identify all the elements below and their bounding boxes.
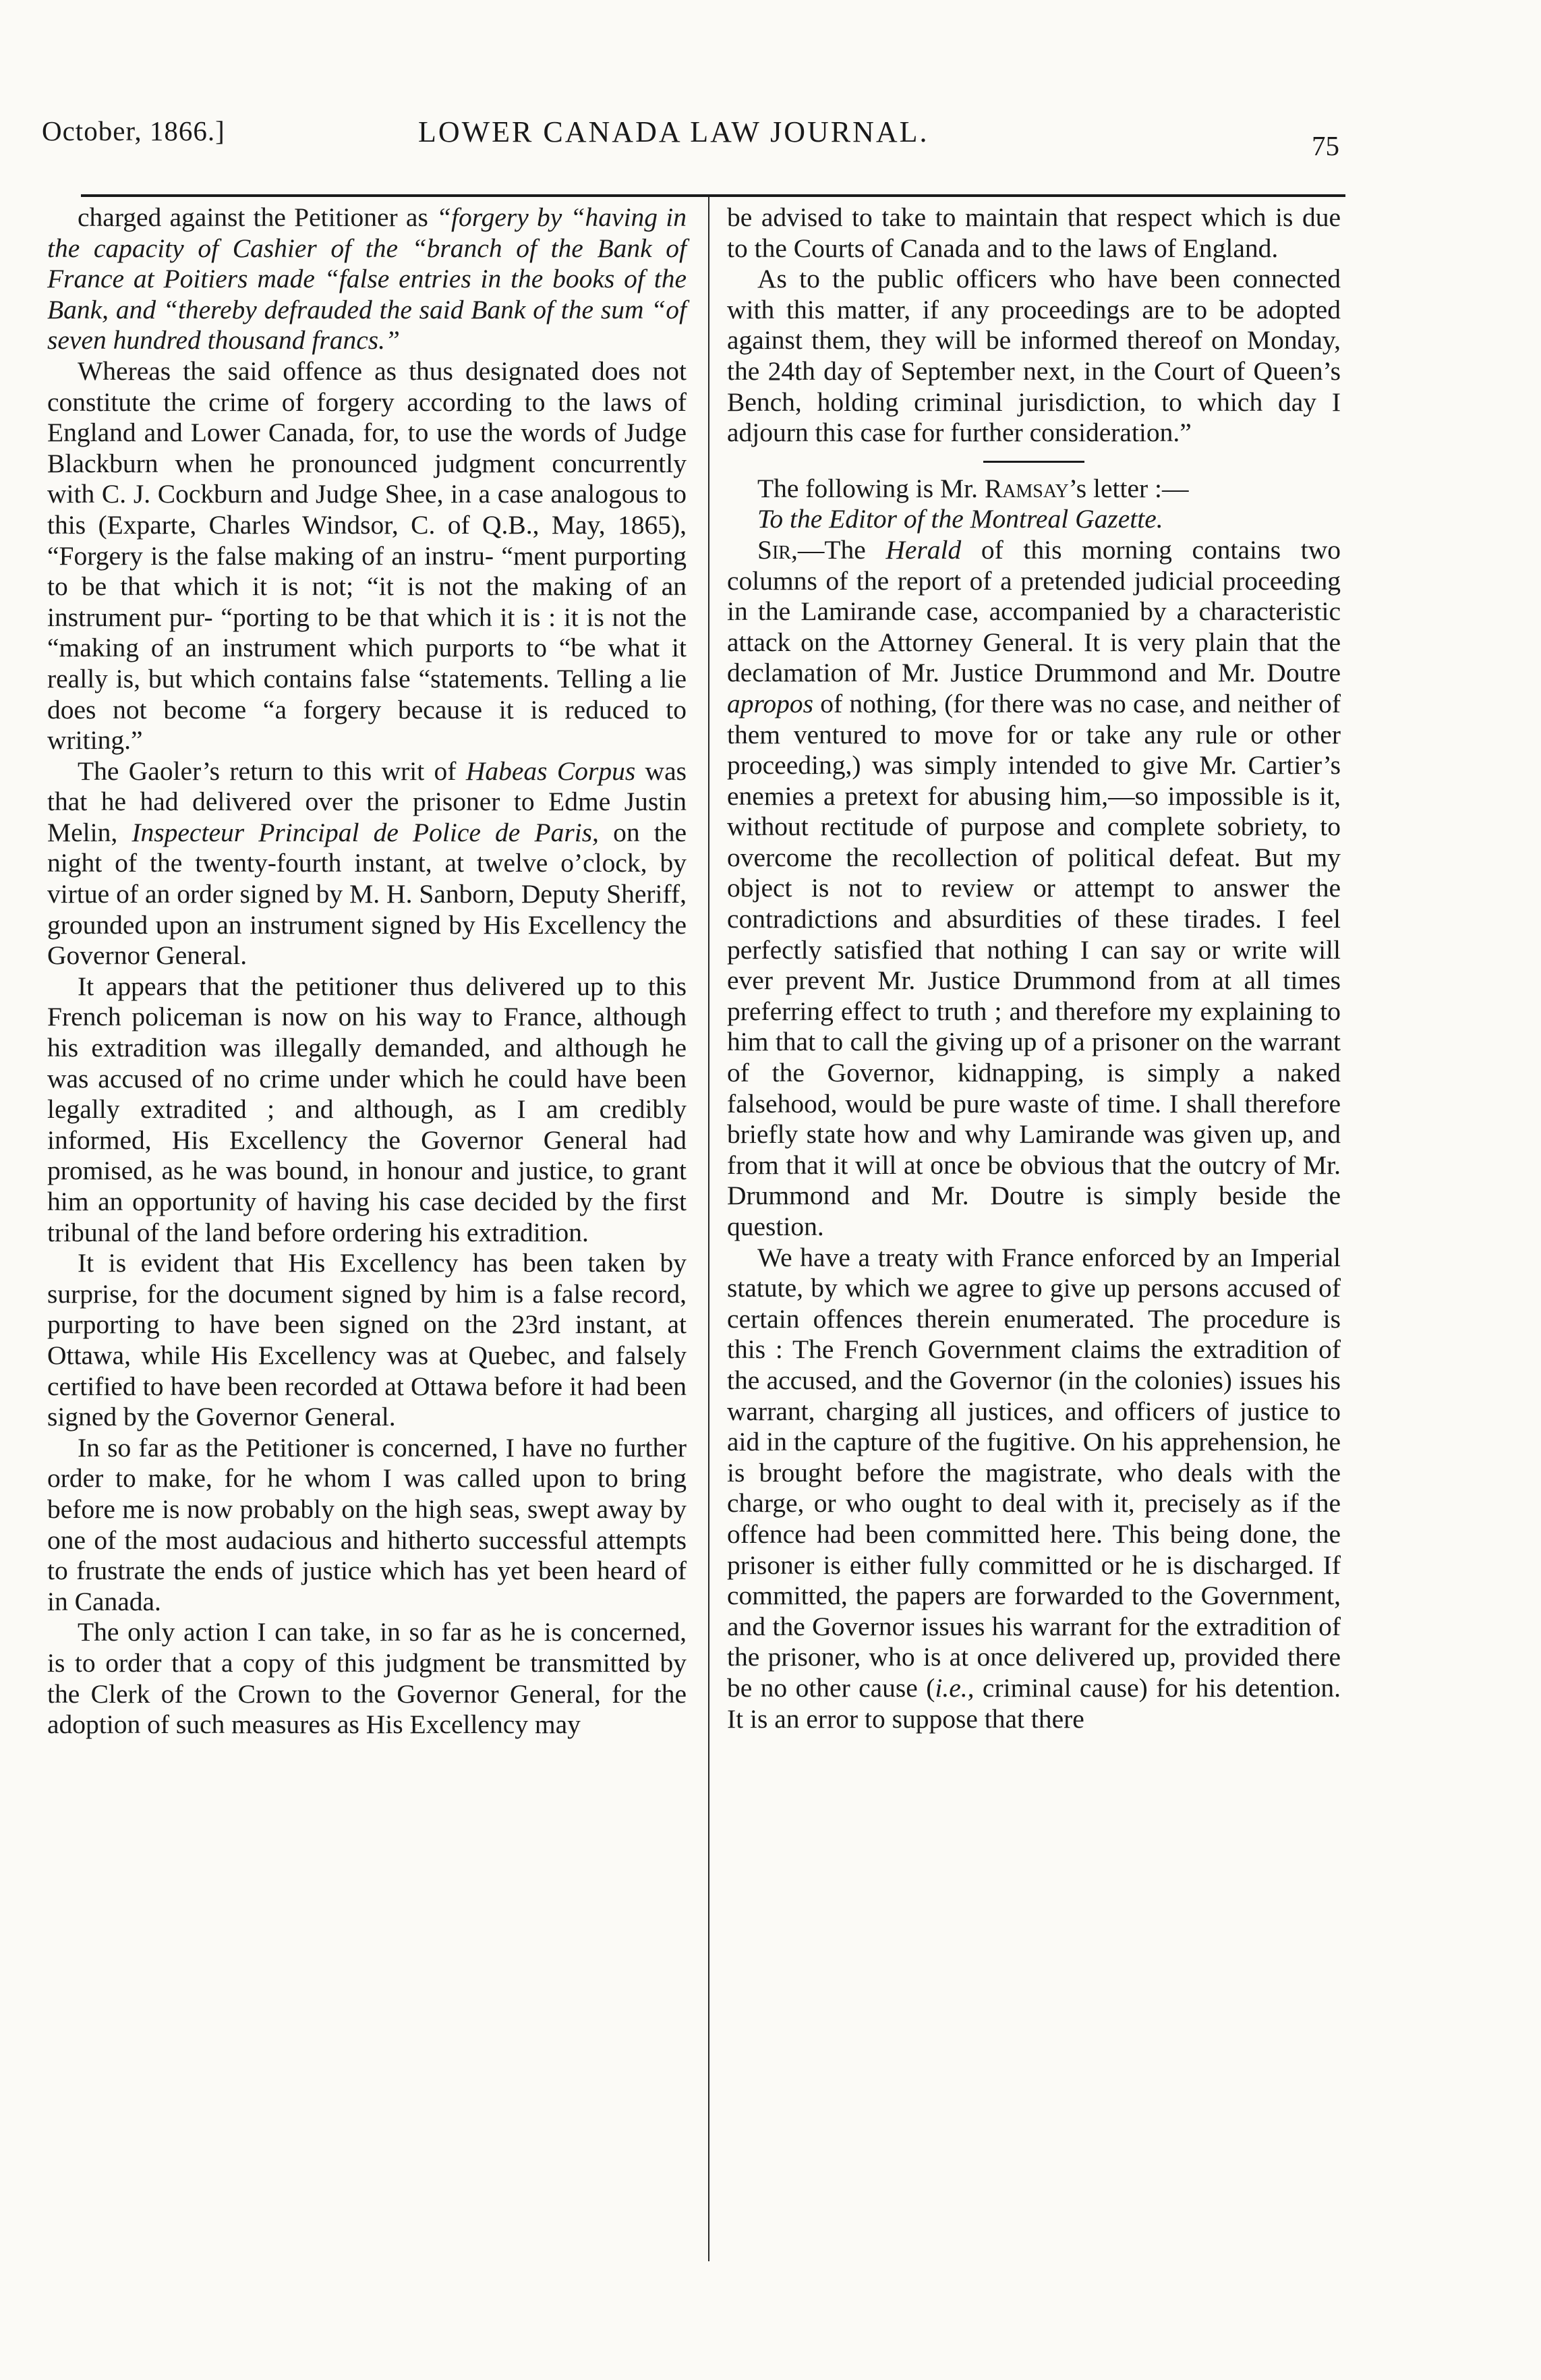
text-run: ’s letter :— — [1068, 473, 1189, 503]
paragraph: In so far as the Petitioner is concerned, I have no further order to make, for he whom I was called upon to bring before me is now probably on the high seas, swept away by one of the most audacious and hitherto successful attempts to frustrate the ends of justice which has yet been heard of in Canada. — [47, 1432, 687, 1616]
journal-title: LOWER CANADA LAW JOURNAL. — [418, 115, 929, 148]
paragraph — [727, 504, 1341, 535]
text-run: charged against the Petitioner as — [78, 202, 437, 232]
italic-text: “forgery by “having in the capacity of Cashier of the “branch of the Bank of France at Poitiers made “false entries in the books of the Bank, and “thereby defrauded the said Bank of the sum “of seven hundred thousand francs.” — [47, 202, 687, 356]
paragraph: As to the public officers who have been connected with this matter, if any proceedings are to be adopted against them, they will be informed thereof on Monday, the 24th day of September next, in the Court of Queen’s Bench, holding criminal jurisdiction, to which day I adjourn this case for further consideration.” — [727, 264, 1341, 448]
left-column — [47, 202, 687, 1740]
paragraph: The only action I can take, in so far as he is concerned, is to order that a copy of this judgment be transmitted by the Clerk of the Crown to the Governor General, for the adoption of such measures as His Excellency may — [47, 1617, 687, 1740]
paragraph: It is evident that His Excellency has been taken by surprise, for the document signed by him is a false record, purporting to have been signed on the 23rd instant, at Ottawa, while His Excellency was at Quebec, and falsely certified to have been recorded at Ottawa before it had been signed by the Governor General. — [47, 1248, 687, 1432]
small-caps-text: Sir — [757, 534, 791, 565]
right-column — [727, 202, 1341, 1734]
column-divider — [708, 197, 709, 2261]
header-rule — [81, 194, 1345, 197]
italic-text: Inspecteur Principal de Police de Paris, — [132, 817, 599, 847]
italic-text: Herald — [885, 534, 962, 565]
text-run: ,—The — [790, 534, 886, 565]
paragraph — [727, 1243, 1341, 1735]
small-caps-text: Ramsay — [984, 473, 1069, 503]
text-run: of this morning contains two columns of the report of a pretended judicial proceeding in the Lamirande case, accompanied by a characteristic attack on the Attorney General. It is very plain that the declamation of Mr. Justice Drummond and Mr. Doutre — [727, 534, 1341, 688]
paragraph — [47, 756, 687, 971]
paragraph — [727, 474, 1341, 505]
text-run: criminal cause) for his detention. It is an error to suppose that there — [727, 1672, 1341, 1734]
paragraph: be advised to take to maintain that respect which is due to the Courts of Canada and to the laws of England. — [727, 202, 1341, 263]
italic-text: apropos — [727, 688, 814, 718]
italic-text: To the Editor of the Montreal Gazette. — [757, 504, 1163, 534]
text-run: of nothing, (for there was no case, and neither of them ventured to move for or take any rule or other proceeding,) was simply intended to give Mr. Cartier’s enemies a pretext for abusing him,—so impossible is it, without rectitude of purpose and complete sobriety, to overcome the recollection of political defeat. But my object is not to review or attempt to answer the contradictions and absurdities of these tirades. I feel perfectly satisfied that nothing I can say or write will ever prevent Mr. Justice Drummond from at all times preferring effect to truth ; and therefore my explaining to him that to call the giving up of a prisoner on the warrant of the Governor, kidnapping, is simply a naked falsehood, would be pure waste of time. I shall therefore briefly state how and why Lamirande was given up, and from that it will at once be obvious that the outcry of Mr. Drummond and Mr. Doutre is simply beside the question. — [727, 688, 1341, 1241]
section-separator — [983, 461, 1084, 463]
text-run: The following is Mr. — [757, 473, 985, 503]
text-run: We have a treaty with France enforced by an Imperial statute, by which we agree to give up persons accused of certain offences therein enumerated. The procedure is this : The French Government claims the extradition of the accused, and the Governor (in the colonies) issues his warrant, charging all justices, and officers of justice to aid in the capture of the fugitive. On his apprehension, he is brought before the magistrate, who deals with the charge, or who ought to deal with it, precisely as if the offence had been committed here. This being done, the prisoner is either fully committed or he is discharged. If committed, the papers are forwarded to the Government, and the Governor issues his warrant for the extradition of the prisoner, who is at once delivered up, provided there be no other cause ( — [727, 1242, 1341, 1703]
issue-date: October, 1866.] — [42, 115, 225, 146]
text-run: was that he had delivered over the prisoner to Edme Justin Melin, — [47, 756, 687, 847]
running-header — [0, 115, 1541, 175]
text-run: on the night of the twenty-fourth instant, at twelve o’clock, by virtue of an order signed by M. H. Sanborn, Deputy Sheriff, grounded upon an instrument signed by His Excellency the Governor General. — [47, 817, 687, 971]
page-number: 75 — [1312, 130, 1339, 161]
paragraph: It appears that the petitioner thus delivered up to this French policeman is now on his way to France, although his extradition was illegally demanded, and although he was accused of no crime under which he could have been legally extradited ; and although, as I am credibly informed, His Excellency the Governor General had promised, as he was bound, in honour and justice, to grant him an opportunity of having his case decided by the first tribunal of the land before ordering his extradition. — [47, 971, 687, 1247]
italic-text: Habeas Corpus — [465, 756, 636, 786]
italic-text: i.e., — [935, 1672, 975, 1703]
paragraph: Whereas the said offence as thus designated does not constitute the crime of forgery according to the laws of England and Lower Canada, for, to use the words of Judge Blackburn when he pronounced judgment concurrently with C. J. Cockburn and Judge Shee, in a case analogous to this (Exparte, Charles Windsor, C. of Q.B., May, 1865), “Forgery is the false making of an instru- “ment purporting to be that which it is not; “it is not the making of an instrument pur- “porting to be that which it is : it is not the “making of an instrument which purports to “be what it really is, but which contains false “statements. Telling a lie does not become “a forgery because it is reduced to writing.” — [47, 356, 687, 756]
text-run: The Gaoler’s return to this writ of — [78, 756, 466, 786]
paragraph — [47, 202, 687, 356]
paragraph — [727, 535, 1341, 1243]
